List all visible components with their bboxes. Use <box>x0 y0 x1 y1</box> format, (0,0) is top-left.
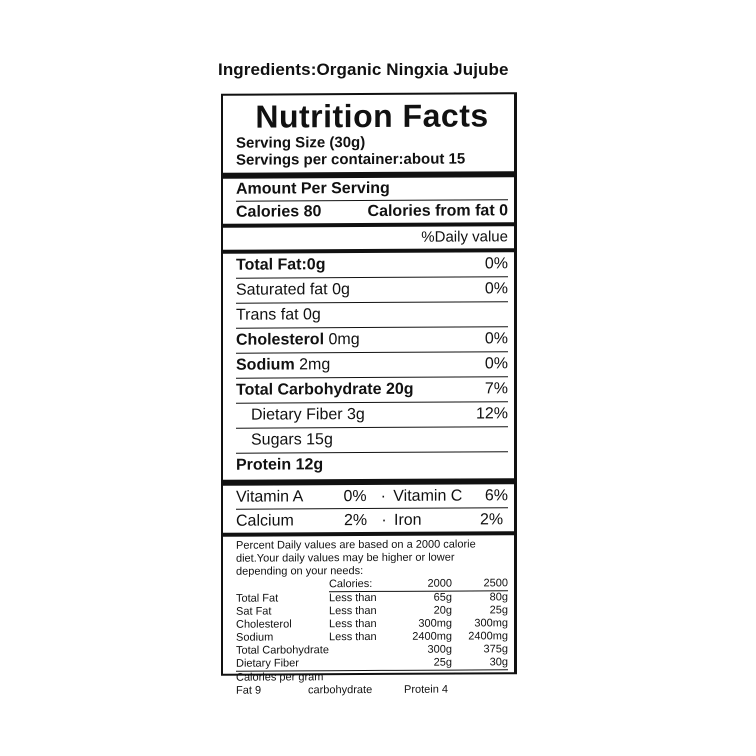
servings-per-container: Servings per container:about 15 <box>236 150 466 169</box>
nutrient-pct: 0% <box>484 280 508 298</box>
nutrient-row-dietary-fiber <box>236 402 508 427</box>
table-cell: 2000 <box>396 578 452 592</box>
nutrient-name: Saturated fat 0g <box>236 281 350 299</box>
table-row <box>236 591 508 606</box>
vitamin-pct: 6% <box>484 486 508 504</box>
vitamin-row <box>236 508 508 532</box>
nutrient-row-saturated-fat <box>236 277 508 302</box>
vitamin-row <box>236 484 508 508</box>
table-cell: Total Fat <box>236 592 279 605</box>
table-cell: 300mg <box>418 617 453 630</box>
table-cell <box>329 657 396 671</box>
nutrient-pct: 0% <box>484 355 508 373</box>
table-cell: 300g <box>427 643 453 656</box>
table-cell: 20g <box>433 604 453 617</box>
table-cell: 25g <box>396 657 452 671</box>
nutrient-name-group <box>236 331 360 350</box>
nutrient-row-sodium <box>236 352 508 377</box>
nutrition-label <box>221 92 517 697</box>
nutrient-row-total-carbohydrate <box>236 377 508 402</box>
nutrient-name: Dietary Fiber 3g <box>251 406 365 424</box>
footnote: Percent Daily values are based on a 2000 calorie diet.Your daily values may be higher or lower depending on your needs: <box>236 538 476 578</box>
table-cell: 2400mg <box>412 630 453 643</box>
table-cell: Cholesterol <box>236 618 292 631</box>
table-cell <box>236 578 329 592</box>
nutrient-pct: 0% <box>484 330 508 348</box>
nutrient-name-group <box>236 356 330 374</box>
table-cell: 300mg <box>474 617 508 630</box>
table-cell <box>329 644 396 657</box>
table-cell: 65g <box>433 591 453 604</box>
bullet-icon: · <box>381 511 387 529</box>
calories-row <box>236 200 508 223</box>
table-cell: 2500 <box>452 577 508 591</box>
vitamin-name: Iron <box>394 511 422 529</box>
bullet-icon: · <box>380 487 386 505</box>
calories-from-fat: Calories from fat 0 <box>367 202 508 221</box>
table-cell: Calories: <box>329 578 396 592</box>
nutrient-name: Trans fat 0g <box>236 306 321 324</box>
nutrient-name: Cholesterol <box>236 331 325 349</box>
vitamin-name: Vitamin C <box>393 487 463 505</box>
table-cell: Less than <box>328 604 377 618</box>
calories: Calories 80 <box>236 203 322 221</box>
amount-per-serving: Amount Per Serving <box>236 179 390 198</box>
table-cell: Total Carbohydrate <box>236 644 329 657</box>
calories-per-gram: Calories per gram <box>236 671 324 684</box>
table-cell: Sat Fat <box>236 605 272 618</box>
nutrient-amount: 0mg <box>328 331 360 349</box>
label-title: Nutrition Facts <box>255 97 489 135</box>
nutrient-pct: 0% <box>484 255 508 273</box>
table-row <box>236 656 508 671</box>
table-cell: 375g <box>483 643 508 656</box>
table-header-row <box>236 577 508 592</box>
per-gram-protein: Protein 4 <box>404 683 449 696</box>
table-cell: Less than <box>328 617 377 631</box>
table-cell: 25g <box>489 604 508 617</box>
table-cell: 2400mg <box>468 630 508 643</box>
vitamin-pct: 2% <box>480 510 504 528</box>
nutrient-name: Protein 12g <box>236 456 324 474</box>
nutrient-pct: 12% <box>475 405 508 423</box>
per-gram-row <box>236 683 508 697</box>
table-cell: Sodium <box>236 631 274 644</box>
vitamin-pct: 0% <box>343 487 367 505</box>
per-gram-fat: Fat 9 <box>236 684 262 697</box>
serving-size: Serving Size (30g) <box>236 134 366 152</box>
daily-values-table <box>236 577 508 671</box>
nutrient-name: Sugars 15g <box>251 431 333 449</box>
divider-medium <box>223 531 514 537</box>
nutrient-row-cholesterol <box>236 327 508 352</box>
nutrient-row-sugars <box>236 427 508 452</box>
vitamin-name: Vitamin A <box>236 487 304 506</box>
table-cell: Dietary Fiber <box>236 657 329 671</box>
ingredients-text: Ingredients:Organic Ningxia Jujube <box>218 60 509 79</box>
nutrient-row-protein <box>236 452 508 477</box>
nutrient-row-trans-fat <box>236 302 508 327</box>
nutrient-pct: 7% <box>484 380 508 398</box>
nutrient-name: Total Carbohydrate 20g <box>236 380 414 399</box>
nutrient-name: Sodium <box>236 356 295 374</box>
daily-value-header: %Daily value <box>421 228 508 246</box>
vitamin-pct: 2% <box>344 511 368 529</box>
table-cell: Less than <box>328 591 377 605</box>
table-cell: Less than <box>328 630 377 644</box>
nutrient-amount: 2mg <box>299 356 331 374</box>
per-gram-carb: carbohydrate <box>308 683 373 697</box>
table-cell: 80g <box>489 591 508 604</box>
nutrient-name: Total Fat:0g <box>236 256 326 274</box>
table-cell: 30g <box>452 656 508 670</box>
nutrient-row-total-fat <box>236 252 508 277</box>
vitamin-name: Calcium <box>236 511 294 530</box>
